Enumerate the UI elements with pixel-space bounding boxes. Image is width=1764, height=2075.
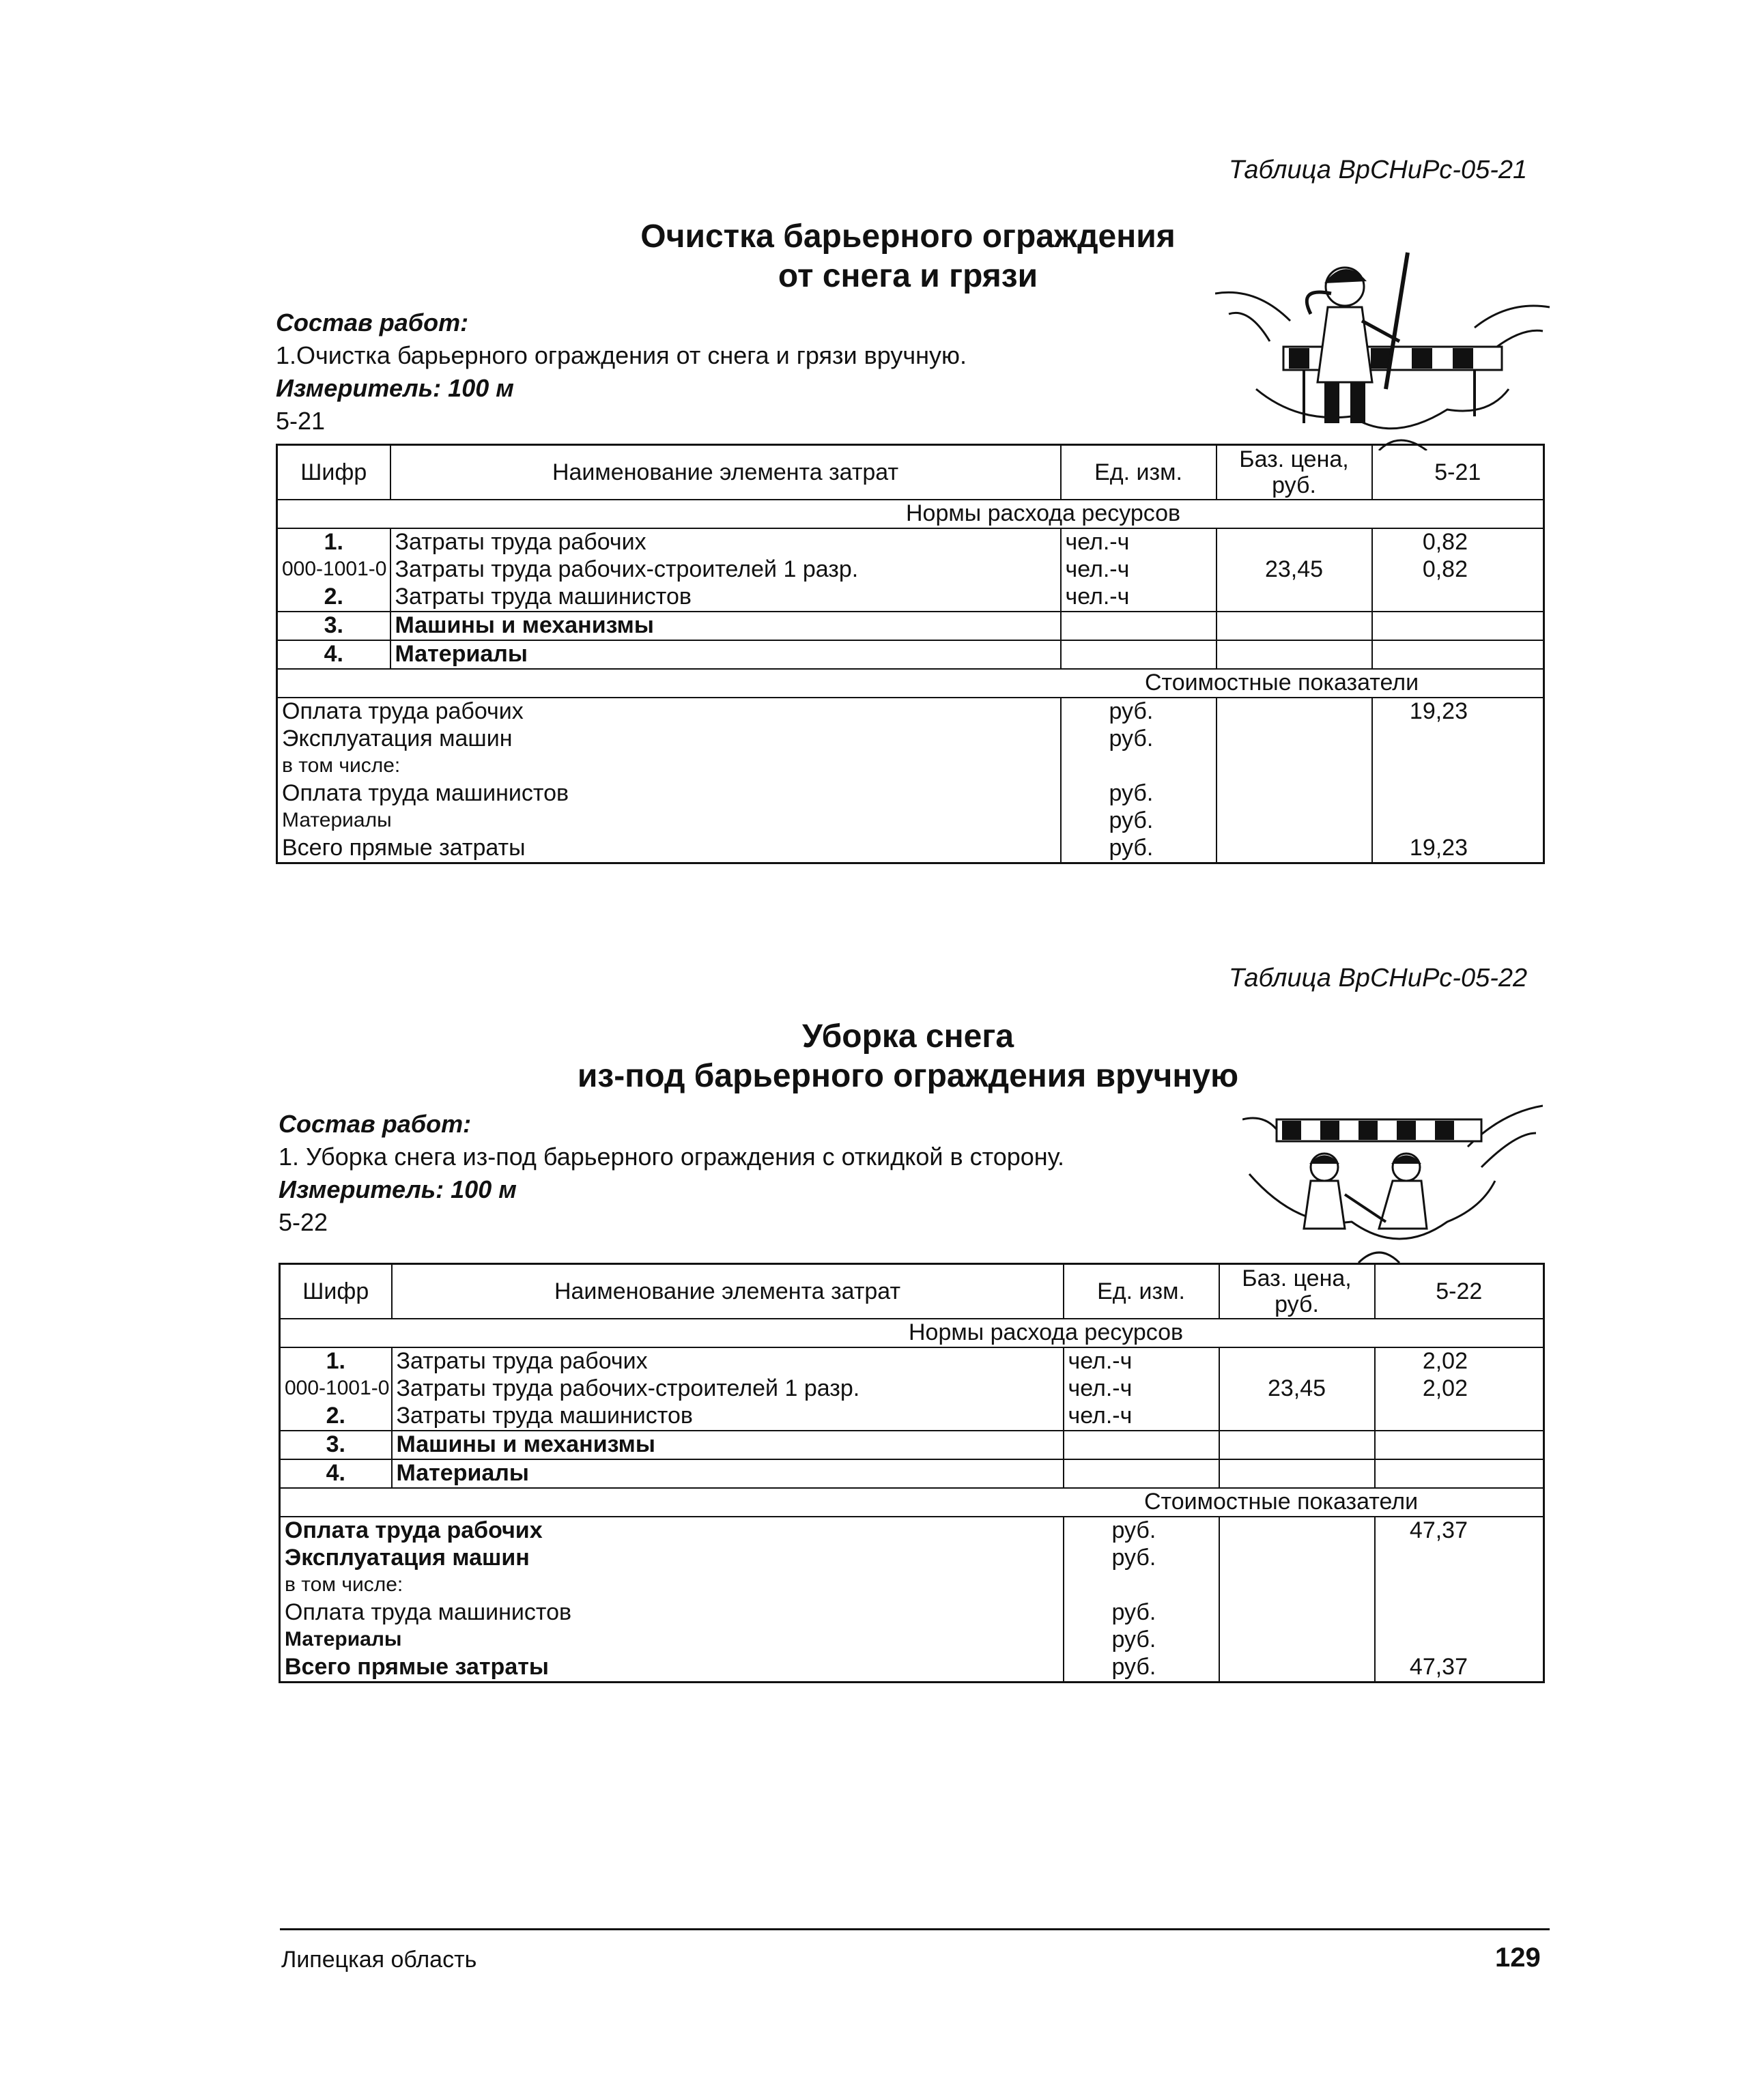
table-row	[277, 640, 1544, 669]
row-value	[1375, 1431, 1544, 1459]
row-name: Затраты труда машинистов	[390, 584, 1061, 612]
cost-row	[280, 1572, 1544, 1599]
row-name: Материалы	[390, 640, 1061, 669]
cost-value	[1375, 1627, 1544, 1654]
table-row	[280, 1459, 1544, 1488]
header-price: Баз. цена, руб.	[1217, 445, 1372, 500]
cost-unit: руб.	[1061, 807, 1217, 835]
cost-row	[280, 1517, 1544, 1545]
table-row	[277, 584, 1544, 612]
cost-row	[280, 1654, 1544, 1683]
row-price: 23,45	[1217, 556, 1372, 584]
table-header-row	[277, 445, 1544, 500]
row-value	[1375, 1403, 1544, 1431]
cost-row	[280, 1545, 1544, 1572]
header-name: Наименование элемента затрат	[390, 445, 1061, 500]
cost-section-row	[277, 669, 1544, 698]
cost-row	[277, 726, 1544, 753]
cost-row	[277, 835, 1544, 863]
cost-name: Эксплуатация машин	[277, 726, 1061, 753]
cost-unit: руб.	[1064, 1599, 1219, 1627]
cost-name: Материалы	[280, 1627, 1064, 1654]
cost-unit: руб.	[1064, 1654, 1219, 1683]
cost-table	[279, 1263, 1545, 1683]
norms-label: Нормы расхода ресурсов	[277, 500, 1544, 528]
row-cipher: 2.	[277, 584, 390, 612]
cost-row	[280, 1627, 1544, 1654]
cost-row	[277, 807, 1544, 835]
norms-section-row	[280, 1319, 1544, 1347]
row-unit	[1061, 612, 1217, 640]
row-price	[1217, 528, 1372, 556]
cost-name: Всего прямые затраты	[277, 835, 1061, 863]
composition-label: Состав работ:	[279, 1110, 472, 1138]
cost-value	[1375, 1545, 1544, 1572]
cost-row	[277, 753, 1544, 780]
cost-unit	[1061, 753, 1217, 780]
footer-region: Липецкая область	[281, 1947, 477, 1973]
cost-unit: руб.	[1061, 726, 1217, 753]
row-cipher: 4.	[280, 1459, 392, 1488]
section-title-line-1: Очистка барьерного ограждения	[640, 218, 1176, 255]
row-name: Затраты труда машинистов	[392, 1403, 1064, 1431]
row-price	[1217, 612, 1372, 640]
row-unit: чел.-ч	[1061, 584, 1217, 612]
row-price	[1217, 584, 1372, 612]
cost-row	[280, 1599, 1544, 1627]
cost-unit: руб.	[1064, 1545, 1219, 1572]
table-row	[280, 1375, 1544, 1403]
cost-value: 47,37	[1375, 1654, 1544, 1683]
row-value: 0,82	[1372, 556, 1544, 584]
cost-unit: руб.	[1061, 835, 1217, 863]
workers-under-barrier-illustration	[1242, 1092, 1543, 1270]
row-unit: чел.-ч	[1064, 1347, 1219, 1375]
table-row	[280, 1347, 1544, 1375]
row-unit	[1064, 1459, 1219, 1488]
cost-name: Всего прямые затраты	[280, 1654, 1064, 1683]
table-row	[280, 1431, 1544, 1459]
cost-value: 19,23	[1372, 698, 1544, 726]
cost-value	[1375, 1599, 1544, 1627]
header-code: 5-21	[1372, 445, 1544, 500]
cost-name: Оплата труда машинистов	[280, 1599, 1064, 1627]
cost-name: Оплата труда рабочих	[277, 698, 1061, 726]
row-cipher: 4.	[277, 640, 390, 669]
row-price	[1219, 1431, 1375, 1459]
row-value	[1372, 584, 1544, 612]
section-title-line-2: от снега и грязи	[778, 258, 1038, 294]
row-value: 2,02	[1375, 1347, 1544, 1375]
row-unit	[1061, 640, 1217, 669]
cost-value	[1372, 807, 1544, 835]
row-name: Машины и механизмы	[392, 1431, 1064, 1459]
row-value: 0,82	[1372, 528, 1544, 556]
row-price: 23,45	[1219, 1375, 1375, 1403]
row-unit: чел.-ч	[1064, 1403, 1219, 1431]
cost-name: в том числе:	[277, 753, 1061, 780]
header-cipher: Шифр	[277, 445, 390, 500]
row-name: Затраты труда рабочих-строителей 1 разр.	[392, 1375, 1064, 1403]
composition-text: 1. Уборка снега из-под барьерного ограждения с откидкой в сторону.	[279, 1143, 1065, 1171]
page-number: 129	[1495, 1943, 1541, 1973]
row-value	[1375, 1459, 1544, 1488]
row-cipher: 3.	[280, 1431, 392, 1459]
row-unit: чел.-ч	[1061, 528, 1217, 556]
section-title-line-2: из-под барьерного ограждения вручную	[577, 1058, 1239, 1094]
row-cipher: 2.	[280, 1403, 392, 1431]
row-cipher: 000-1001-0	[277, 556, 390, 584]
header-price: Баз. цена, руб.	[1219, 1264, 1375, 1319]
row-price	[1219, 1403, 1375, 1431]
cost-unit: руб.	[1064, 1517, 1219, 1545]
row-name: Затраты труда рабочих-строителей 1 разр.	[390, 556, 1061, 584]
footer-divider	[280, 1928, 1550, 1930]
cost-unit: руб.	[1061, 780, 1217, 807]
row-name: Затраты труда рабочих	[392, 1347, 1064, 1375]
cost-name: Эксплуатация машин	[280, 1545, 1064, 1572]
header-name: Наименование элемента затрат	[392, 1264, 1064, 1319]
row-name: Машины и механизмы	[390, 612, 1061, 640]
cost-unit: руб.	[1064, 1627, 1219, 1654]
cost-unit: руб.	[1061, 698, 1217, 726]
row-unit	[1064, 1431, 1219, 1459]
row-price	[1219, 1459, 1375, 1488]
cost-label: Стоимостные показатели	[280, 1488, 1544, 1517]
row-name: Материалы	[392, 1459, 1064, 1488]
row-cipher: 000-1001-0	[280, 1375, 392, 1403]
table-reference: Таблица ВрСНиРс-05-21	[1229, 156, 1528, 184]
row-value	[1372, 612, 1544, 640]
measure-label: Измеритель: 100 м	[279, 1175, 517, 1203]
composition-label: Состав работ:	[276, 309, 469, 337]
row-value	[1372, 640, 1544, 669]
cost-value	[1372, 780, 1544, 807]
norm-code: 5-21	[276, 407, 326, 435]
section-title	[478, 1017, 1338, 1096]
row-cipher: 1.	[277, 528, 390, 556]
cost-name: в том числе:	[280, 1572, 1064, 1599]
cost-table	[276, 444, 1545, 864]
row-unit: чел.-ч	[1064, 1375, 1219, 1403]
row-unit: чел.-ч	[1061, 556, 1217, 584]
header-cipher: Шифр	[280, 1264, 392, 1319]
cost-value	[1372, 726, 1544, 753]
row-price	[1217, 640, 1372, 669]
header-unit: Ед. изм.	[1061, 445, 1217, 500]
cost-row	[277, 780, 1544, 807]
composition-text: 1.Очистка барьерного ограждения от снега и грязи вручную.	[276, 341, 967, 369]
measure-label: Измеритель: 100 м	[276, 374, 514, 402]
cost-value: 19,23	[1372, 835, 1544, 863]
table-row	[277, 528, 1544, 556]
cost-name: Оплата труда машинистов	[277, 780, 1061, 807]
header-code: 5-22	[1375, 1264, 1544, 1319]
cost-row	[277, 698, 1544, 726]
header-unit: Ед. изм.	[1064, 1264, 1219, 1319]
cost-value: 47,37	[1375, 1517, 1544, 1545]
cost-section-row	[280, 1488, 1544, 1517]
norm-code: 5-22	[279, 1208, 328, 1236]
table-row	[277, 612, 1544, 640]
norms-section-row	[277, 500, 1544, 528]
cost-name: Материалы	[277, 807, 1061, 835]
cost-unit	[1064, 1572, 1219, 1599]
section-title	[478, 217, 1338, 296]
section-title-line-1: Уборка снега	[801, 1018, 1014, 1055]
norms-label: Нормы расхода ресурсов	[280, 1319, 1544, 1347]
row-cipher: 1.	[280, 1347, 392, 1375]
table-row	[280, 1403, 1544, 1431]
worker-cleaning-barrier-illustration	[1215, 246, 1556, 450]
table-reference: Таблица ВрСНиРс-05-22	[1229, 964, 1528, 992]
table-row	[277, 556, 1544, 584]
row-value: 2,02	[1375, 1375, 1544, 1403]
cost-value	[1372, 753, 1544, 780]
row-price	[1219, 1347, 1375, 1375]
row-cipher: 3.	[277, 612, 390, 640]
cost-name: Оплата труда рабочих	[280, 1517, 1064, 1545]
table-header-row	[280, 1264, 1544, 1319]
cost-label: Стоимостные показатели	[277, 669, 1544, 698]
cost-value	[1375, 1572, 1544, 1599]
row-name: Затраты труда рабочих	[390, 528, 1061, 556]
